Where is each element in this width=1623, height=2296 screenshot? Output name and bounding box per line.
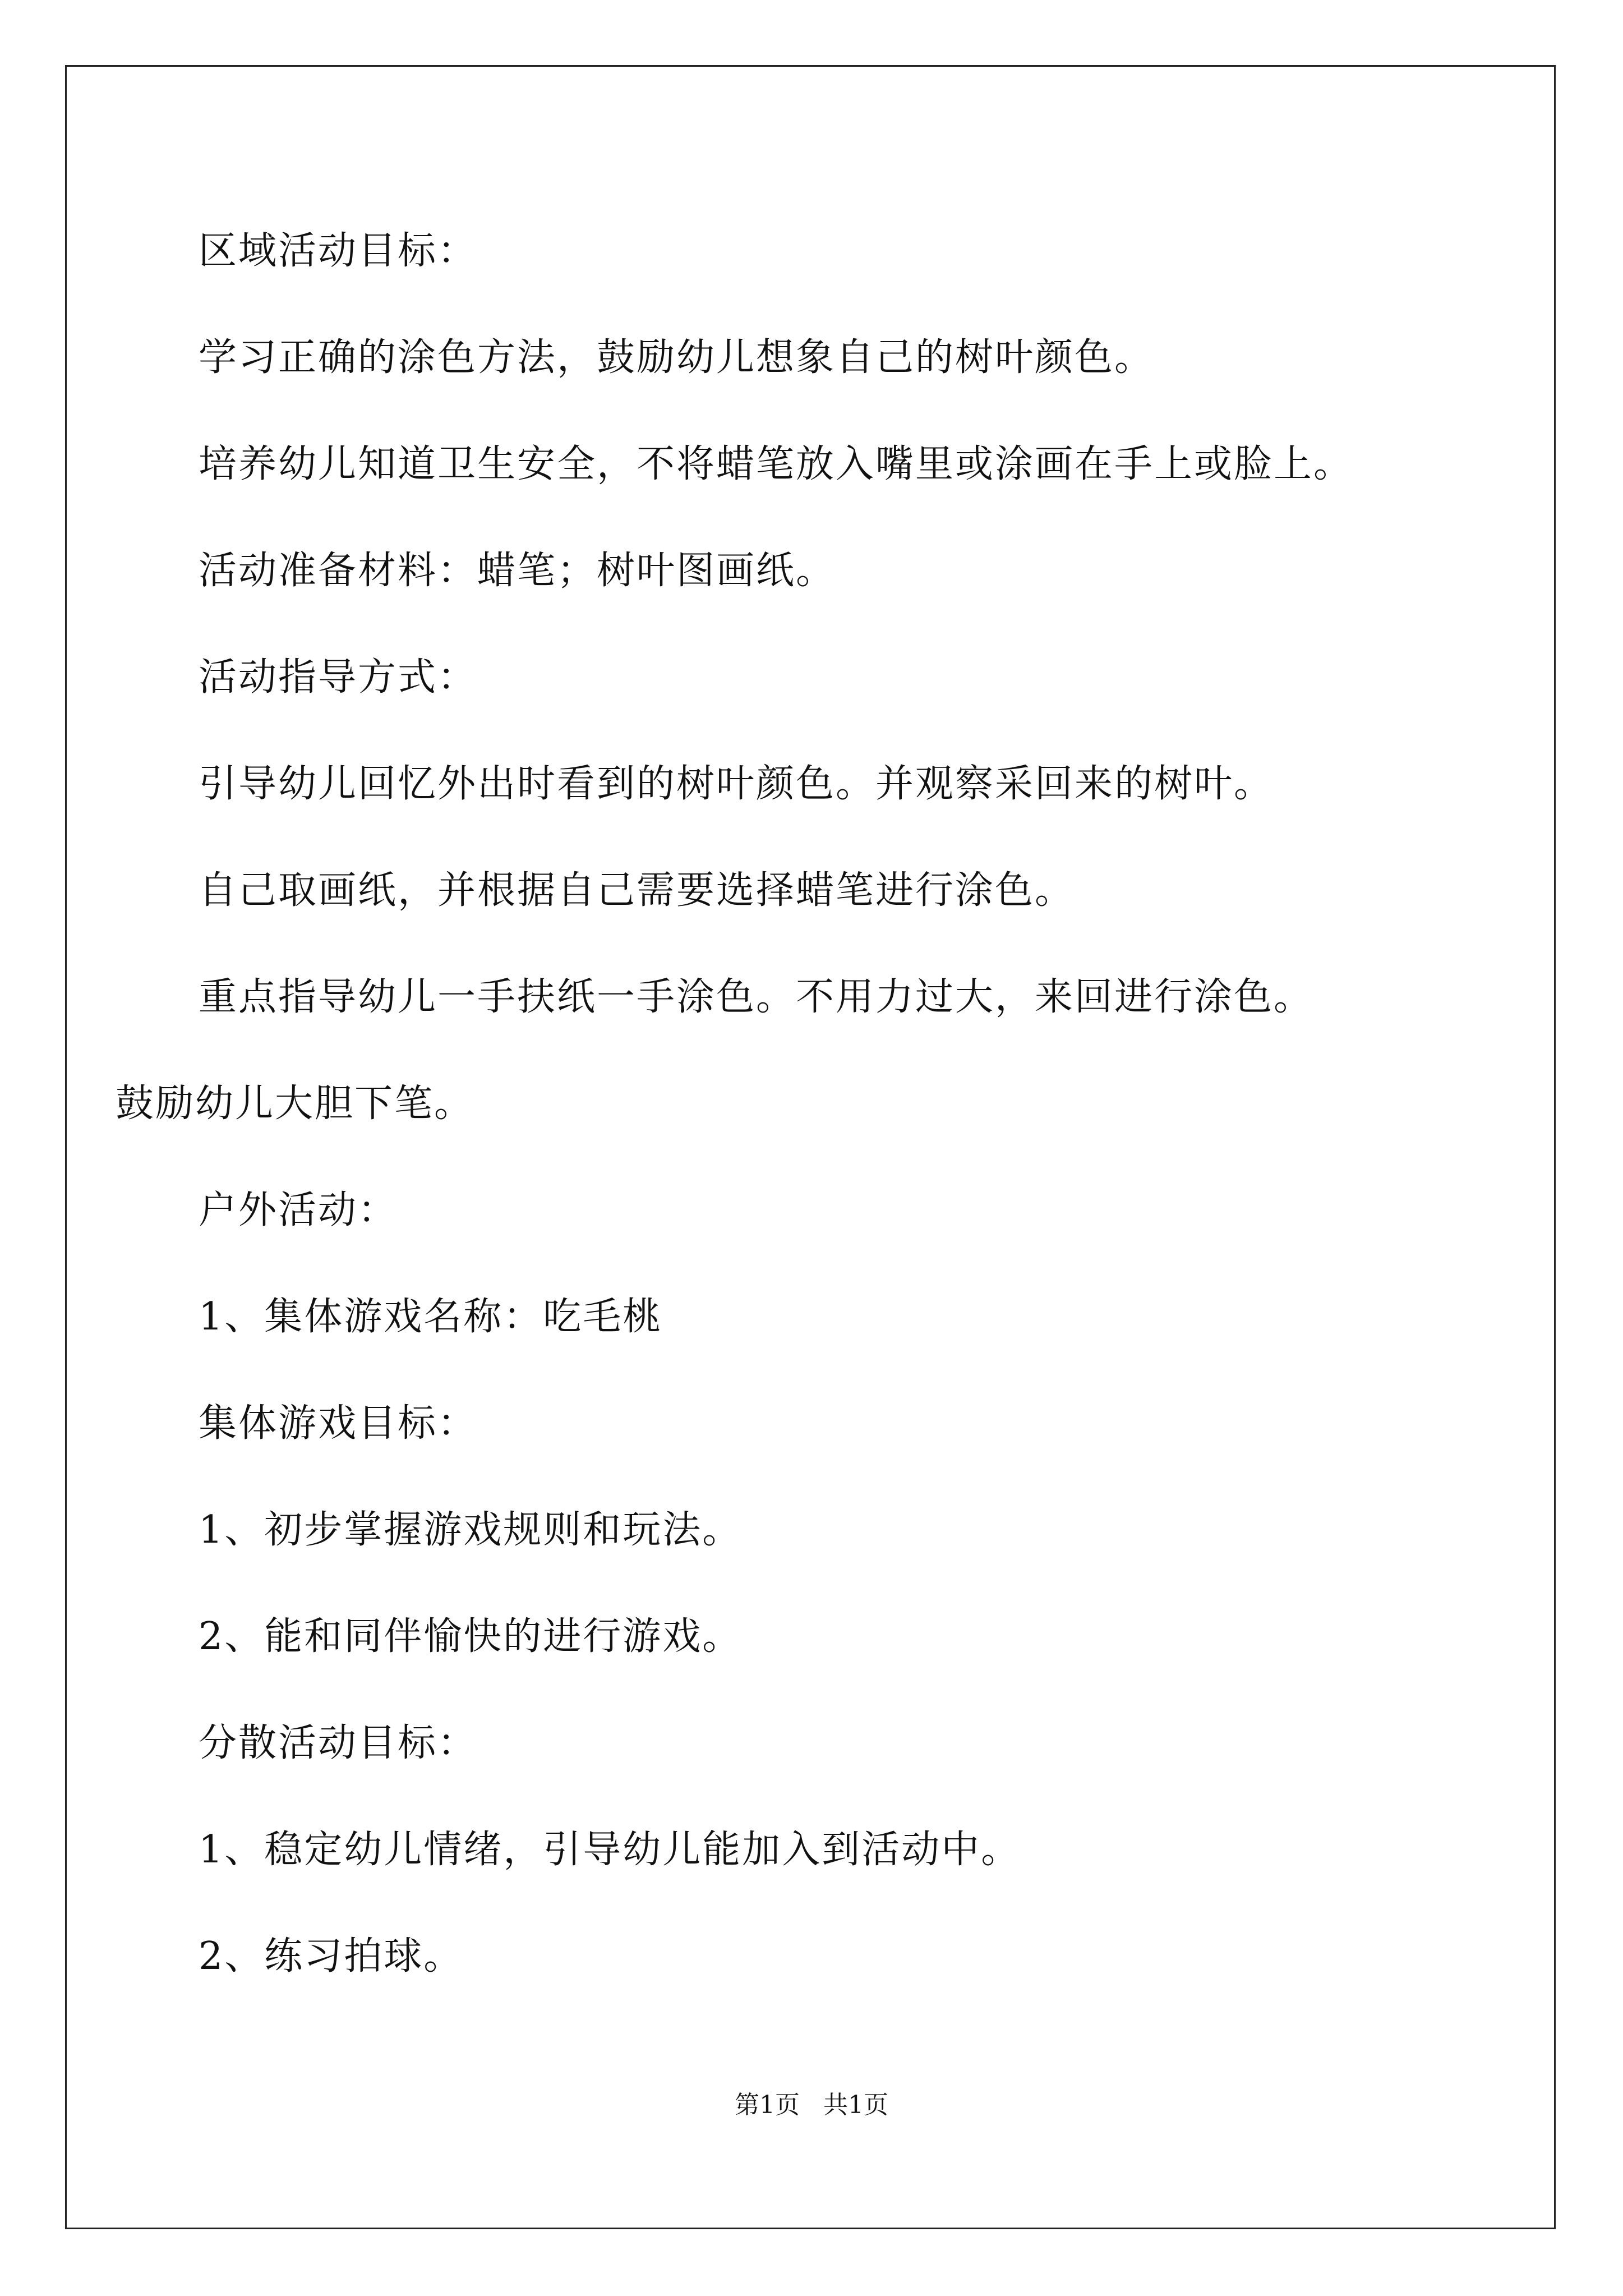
paragraph: 1、集体游戏名称：吃毛桃	[199, 1295, 663, 1339]
paragraph: 2、能和同伴愉快的进行游戏。	[199, 1614, 743, 1659]
paragraph: 引导幼儿回忆外出时看到的树叶颜色。并观察采回来的树叶。	[199, 762, 1274, 806]
page-border	[65, 65, 1556, 2229]
paragraph: 培养幼儿知道卫生安全，不将蜡笔放入嘴里或涂画在手上或脸上。	[199, 442, 1354, 486]
paragraph: 活动指导方式：	[199, 655, 478, 700]
page-footer: 第1页 共1页	[735, 2091, 888, 2119]
paragraph: 1、稳定幼儿情绪，引导幼儿能加入到活动中。	[199, 1828, 1021, 1872]
paragraph: 活动准备材料：蜡笔；树叶图画纸。	[199, 549, 836, 593]
paragraph: 2、练习拍球。	[199, 1934, 464, 1978]
paragraph: 集体游戏目标：	[199, 1401, 478, 1446]
paragraph-continuation: 鼓励幼儿大胆下笔。	[116, 1082, 474, 1126]
paragraph-area-activity-goal: 区域活动目标：	[199, 229, 478, 273]
paragraph: 重点指导幼儿一手扶纸一手涂色。不用力过大，来回进行涂色。	[199, 975, 1314, 1019]
paragraph: 户外活动：	[199, 1188, 398, 1232]
paragraph: 分散活动目标：	[199, 1721, 478, 1765]
paragraph: 学习正确的涂色方法，鼓励幼儿想象自己的树叶颜色。	[199, 335, 1155, 380]
paragraph: 自己取画纸，并根据自己需要选择蜡笔进行涂色。	[199, 868, 1075, 913]
paragraph: 1、初步掌握游戏规则和玩法。	[199, 1508, 743, 1552]
